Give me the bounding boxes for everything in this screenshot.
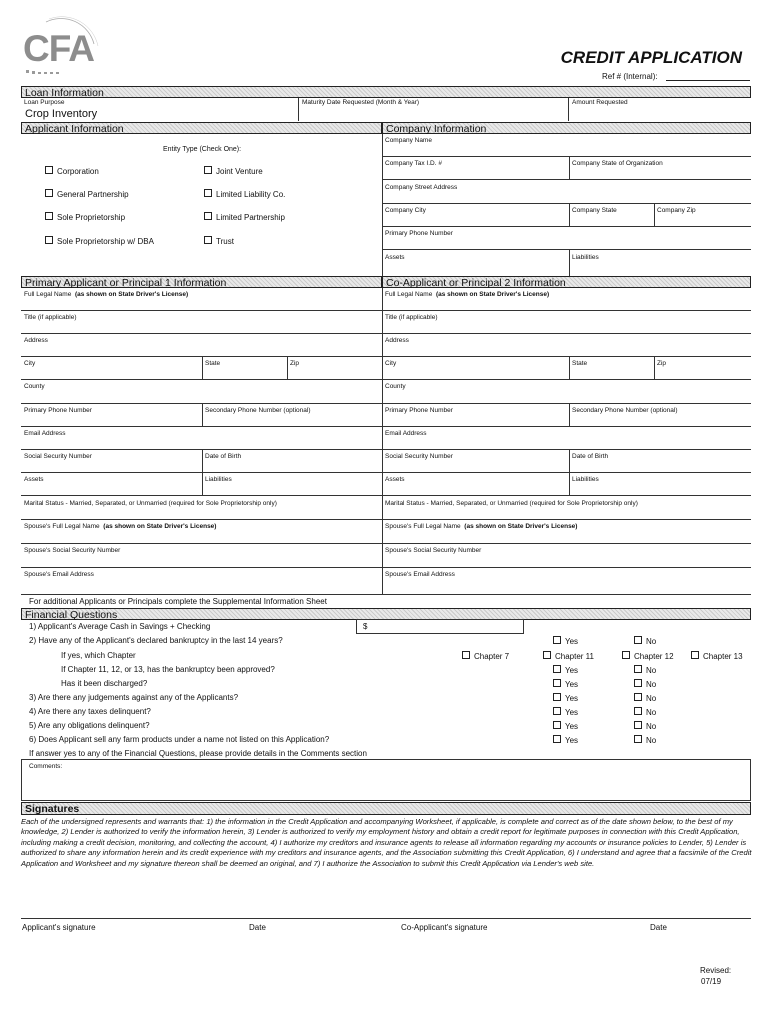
coapp-spouse-ssn-label: Spouse's Social Security Number — [385, 547, 482, 554]
q6-label: 6) Does Applicant sell any farm products under a name not listed on this Application? — [29, 735, 330, 744]
company-phone-field[interactable] — [382, 227, 751, 250]
entity-limited-partnership[interactable]: Limited Partnership — [204, 212, 285, 223]
q2c-label: Has it been discharged? — [61, 679, 148, 688]
company-assets-label: Assets — [385, 254, 405, 261]
coapp-ssn-field[interactable] — [382, 450, 751, 473]
coapp-phone1-label: Primary Phone Number — [385, 407, 453, 414]
entity-llc[interactable]: Limited Liability Co. — [204, 189, 285, 200]
primary-spouse-email-label: Spouse's Email Address — [24, 571, 94, 578]
company-name-label: Company Name — [385, 137, 432, 144]
primary-state-label: State — [205, 360, 221, 367]
primary-assets-label: Assets — [24, 476, 44, 483]
q3-yes[interactable]: Yes — [553, 693, 578, 704]
primary-email-field[interactable] — [21, 427, 382, 450]
entity-joint-venture[interactable]: Joint Venture — [204, 166, 263, 177]
checkbox-icon — [462, 651, 470, 659]
company-city-label: Company City — [385, 207, 426, 214]
primary-city-label: City — [24, 360, 36, 367]
coapp-spouse-name-label: Spouse's Full Legal Name (as shown on State Driver's License) — [385, 523, 578, 530]
primary-county-label: County — [24, 383, 45, 390]
coapp-date-label[interactable]: Date — [650, 923, 667, 932]
cash-savings-field[interactable] — [356, 619, 524, 634]
primary-county-field[interactable] — [21, 380, 382, 404]
q5-yes[interactable]: Yes — [553, 721, 578, 732]
ref-field[interactable] — [666, 80, 750, 81]
checkbox-icon — [45, 236, 53, 244]
q4-yes[interactable]: Yes — [553, 707, 578, 718]
coapp-zip-label: Zip — [657, 360, 667, 367]
financial-note: If answer yes to any of the Financial Questions, please provide details in the Comments section — [29, 749, 367, 758]
loan-purpose-value[interactable]: Crop Inventory — [25, 108, 98, 120]
signatures-statement: Each of the undersigned represents and warrants that: 1) the information in the Credit Application and accompanying Worksheet, if applicable, is complete and correct as of the date shown below, to the best of my knowledge, 2) Lender is authorized to verify the information herein, 3) Lender is authorized to verify my employment history and obtain a credit report for legitimate purposes in connection with this Credit Application, including making a credit decision, monitoring, and collecting the account, 4) I authorize my creditors and insurance agents to release all information regarding my accounts or insurance policies to Lender, 5) Lender is authorized to share any information herein and its credit experience with my creditors and insurance agents, and the Association submitting this Credit Application, 6) I understand and agree that a facsimile of the Credit Application and Worksheet and my signature thereon shall be deemed an original, and 7) I authorize the Association to submit this Credit Application via Lender's web site. — [21, 817, 752, 868]
q2b-no[interactable]: No — [634, 665, 656, 676]
primary-phone2-label: Secondary Phone Number (optional) — [205, 407, 311, 414]
signature-line — [21, 918, 751, 919]
company-city-field[interactable] — [382, 204, 751, 227]
coapp-email-label: Email Address — [385, 430, 427, 437]
loan-section-header: Loan Information — [21, 86, 751, 98]
checkbox-icon — [204, 166, 212, 174]
coapp-email-field[interactable] — [382, 427, 751, 450]
chapter-7-option[interactable]: Chapter 7 — [462, 651, 509, 662]
coapp-assets-field[interactable] — [382, 473, 751, 496]
primary-dob-label: Date of Birth — [205, 453, 242, 460]
checkbox-icon — [634, 721, 642, 729]
checkbox-icon — [634, 693, 642, 701]
primary-spouse-ssn-field[interactable] — [21, 544, 382, 568]
coapp-signature-label[interactable]: Co-Applicant's signature — [401, 923, 488, 932]
checkbox-icon — [634, 707, 642, 715]
company-phone-label: Primary Phone Number — [385, 230, 453, 237]
q1-label: 1) Applicant's Average Cash in Savings + Checking — [29, 622, 211, 631]
primary-email-label: Email Address — [24, 430, 66, 437]
amount-label: Amount Requested — [572, 99, 628, 106]
checkbox-icon — [634, 636, 642, 644]
primary-marital-field[interactable] — [21, 496, 382, 520]
revised-date: 07/19 — [701, 977, 722, 986]
primary-section-header: Primary Applicant or Principal 1 Information — [21, 276, 382, 288]
coapp-state-label: State — [572, 360, 588, 367]
primary-assets-field[interactable] — [21, 473, 382, 496]
q2-no[interactable]: No — [634, 636, 656, 647]
q4-label: 4) Are there any taxes delinquent? — [29, 707, 151, 716]
financial-section-header: Financial Questions — [21, 608, 751, 620]
primary-phone1-label: Primary Phone Number — [24, 407, 92, 414]
q2b-label: If Chapter 11, 12, or 13, has the bankruptcy been approved? — [61, 665, 275, 674]
coapp-spouse-email-field[interactable] — [382, 568, 751, 595]
q3-label: 3) Are there any judgements against any of the Applicants? — [29, 693, 239, 702]
coapp-city-label: City — [385, 360, 397, 367]
q5-no[interactable]: No — [634, 721, 656, 732]
coapp-spouse-ssn-field[interactable] — [382, 544, 751, 568]
coapp-county-label: County — [385, 383, 406, 390]
coapp-liabilities-label: Liabilities — [572, 476, 599, 483]
primary-spouse-name-field[interactable] — [21, 520, 382, 544]
maturity-label: Maturity Date Requested (Month & Year) — [302, 99, 420, 106]
company-tax-id-field[interactable] — [382, 157, 751, 180]
primary-full-name-label: Full Legal Name (as shown on State Driver's License) — [24, 291, 189, 298]
coapp-full-name-label: Full Legal Name (as shown on State Driver's License) — [385, 291, 550, 298]
q6-no[interactable]: No — [634, 735, 656, 746]
applicant-section-header: Applicant Information — [21, 122, 382, 134]
q2-yes[interactable]: Yes — [553, 636, 578, 647]
checkbox-icon — [45, 166, 53, 174]
coapp-phone2-label: Secondary Phone Number (optional) — [572, 407, 678, 414]
entity-type-label: Entity Type (Check One): — [163, 146, 242, 153]
entity-general-partnership[interactable]: General Partnership — [45, 189, 129, 200]
checkbox-icon — [634, 735, 642, 743]
primary-spouse-email-field[interactable] — [21, 568, 382, 595]
signatures-section-header: Signatures — [21, 802, 751, 815]
primary-full-name-field[interactable] — [21, 288, 382, 311]
primary-zip-label: Zip — [290, 360, 300, 367]
checkbox-icon — [543, 651, 551, 659]
entity-corporation[interactable]: Corporation — [45, 166, 99, 177]
comments-box[interactable] — [21, 759, 751, 801]
logo-text: CFA — [23, 28, 94, 69]
primary-title-label: Title (if applicable) — [24, 314, 77, 321]
coapp-assets-label: Assets — [385, 476, 405, 483]
ref-label: Ref # (Internal): — [602, 72, 658, 81]
primary-city-field[interactable] — [21, 357, 382, 380]
primary-spouse-name-label: Spouse's Full Legal Name (as shown on State Driver's License) — [24, 523, 217, 530]
q4-no[interactable]: No — [634, 707, 656, 718]
company-assets-field[interactable] — [382, 250, 751, 276]
primary-spouse-ssn-label: Spouse's Social Security Number — [24, 547, 121, 554]
comments-label: Comments: — [29, 763, 63, 770]
checkbox-icon — [622, 651, 630, 659]
chapter-11-option[interactable]: Chapter 11 — [543, 651, 594, 662]
q2c-no[interactable]: No — [634, 679, 656, 690]
entity-sole-prop-dba[interactable]: Sole Proprietorship w/ DBA — [45, 236, 154, 247]
checkbox-icon — [553, 693, 561, 701]
checkbox-icon — [553, 665, 561, 673]
chapter-12-option[interactable]: Chapter 12 — [622, 651, 674, 662]
coapp-full-name-field[interactable] — [382, 288, 751, 311]
checkbox-icon — [204, 236, 212, 244]
company-tax-id-label: Company Tax I.D. # — [385, 160, 442, 167]
loan-purpose-label: Loan Purpose — [24, 99, 65, 106]
checkbox-icon — [45, 212, 53, 220]
company-state-org-label: Company State of Organization — [572, 160, 663, 167]
additional-applicants-note: For additional Applicants or Principals complete the Supplemental Information Sheet — [29, 597, 327, 606]
primary-liabilities-label: Liabilities — [205, 476, 232, 483]
primary-ssn-label: Social Security Number — [24, 453, 92, 460]
primary-title-field[interactable] — [21, 311, 382, 334]
primary-phone-field[interactable] — [21, 404, 382, 427]
q2b-yes[interactable]: Yes — [553, 665, 578, 676]
q2-label: 2) Have any of the Applicant's declared bankruptcy in the last 14 years? — [29, 636, 283, 645]
checkbox-icon — [691, 651, 699, 659]
maturity-field[interactable] — [298, 98, 568, 121]
primary-ssn-field[interactable] — [21, 450, 382, 473]
checkbox-icon — [634, 665, 642, 673]
primary-address-label: Address — [24, 337, 48, 344]
q5-label: 5) Are any obligations delinquent? — [29, 721, 150, 730]
checkbox-icon — [553, 636, 561, 644]
page-title: CREDIT APPLICATION — [560, 48, 742, 67]
coapp-title-label: Title (if applicable) — [385, 314, 438, 321]
coapp-section-header: Co-Applicant or Principal 2 Information — [382, 276, 751, 288]
primary-address-field[interactable] — [21, 334, 382, 357]
q2c-yes[interactable]: Yes — [553, 679, 578, 690]
coapp-city-field[interactable] — [382, 357, 751, 380]
checkbox-icon — [553, 679, 561, 687]
checkbox-icon — [204, 189, 212, 197]
coapp-spouse-name-field[interactable] — [382, 520, 751, 544]
coapp-dob-label: Date of Birth — [572, 453, 609, 460]
coapp-marital-label: Marital Status - Married, Separated, or Unmarried (required for Sole Proprietorship only) — [385, 500, 638, 507]
coapp-ssn-label: Social Security Number — [385, 453, 453, 460]
company-street-label: Company Street Address — [385, 184, 458, 191]
primary-marital-label: Marital Status - Married, Separated, or Unmarried (required for Sole Proprietorship only) — [24, 500, 277, 507]
applicant-signature-label[interactable]: Applicant's signature — [22, 923, 96, 932]
checkbox-icon — [553, 707, 561, 715]
company-street-field[interactable] — [382, 180, 751, 204]
amount-field[interactable] — [568, 98, 751, 121]
dollar-sign: $ — [363, 622, 368, 631]
entity-trust[interactable]: Trust — [204, 236, 234, 247]
company-section-header: Company Information — [382, 122, 751, 134]
entity-sole-proprietorship[interactable]: Sole Proprietorship — [45, 212, 125, 223]
checkbox-icon — [634, 679, 642, 687]
company-liabilities-label: Liabilities — [572, 254, 599, 261]
revised-label: Revised: — [700, 966, 732, 975]
coapp-address-label: Address — [385, 337, 409, 344]
chapter-13-option[interactable]: Chapter 13 — [691, 651, 743, 662]
coapp-title-field[interactable] — [382, 311, 751, 334]
cfa-logo — [18, 14, 100, 80]
checkbox-icon — [553, 721, 561, 729]
q3-no[interactable]: No — [634, 693, 656, 704]
company-name-field[interactable] — [382, 134, 751, 157]
company-zip-label: Company Zip — [657, 207, 696, 214]
q6-yes[interactable]: Yes — [553, 735, 578, 746]
coapp-marital-field[interactable] — [382, 496, 751, 520]
coapp-phone-field[interactable] — [382, 404, 751, 427]
coapp-address-field[interactable] — [382, 334, 751, 357]
coapp-county-field[interactable] — [382, 380, 751, 404]
q2a-label: If yes, which Chapter — [61, 651, 136, 660]
company-state-label: Company State — [572, 207, 617, 214]
checkbox-icon — [204, 212, 212, 220]
checkbox-icon — [553, 735, 561, 743]
checkbox-icon — [45, 189, 53, 197]
applicant-date-label[interactable]: Date — [249, 923, 266, 932]
coapp-spouse-email-label: Spouse's Email Address — [385, 571, 455, 578]
